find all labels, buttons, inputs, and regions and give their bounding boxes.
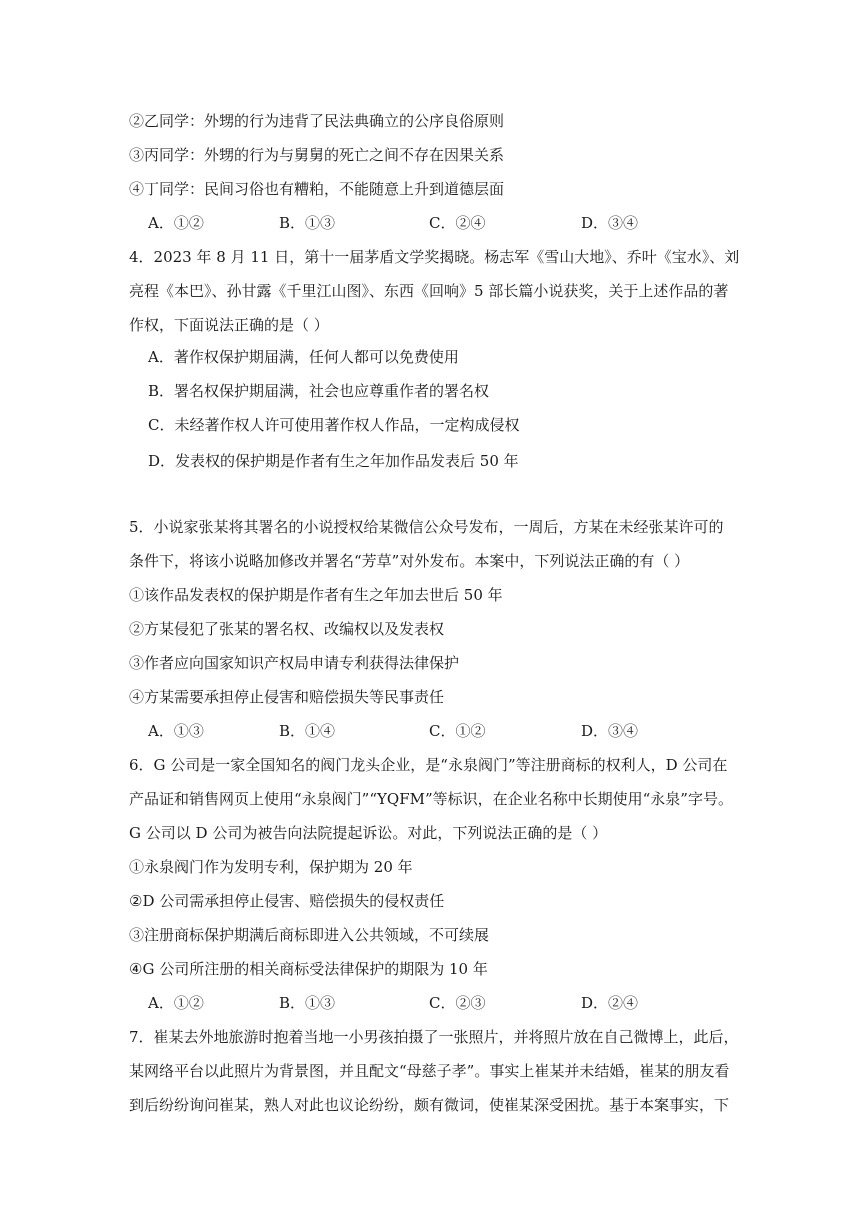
- q6-statement-1: ①永泉阀门作为发明专利，保护期为 20 年: [129, 858, 413, 876]
- option-d[interactable]: D．③④: [581, 214, 639, 232]
- option-a[interactable]: A．①③: [148, 722, 204, 740]
- q4-option-d[interactable]: D．发表权的保护期是作者有生之年加作品发表后 50 年: [148, 452, 519, 470]
- option-b[interactable]: B．①④: [279, 722, 336, 740]
- statement-3: ③丙同学：外甥的行为与舅舅的死亡之间不存在因果关系: [129, 146, 505, 164]
- q6-stem-line-3: G 公司以 D 公司为被告向法院提起诉讼。对此，下列说法正确的是（ ）: [129, 824, 608, 842]
- q5-statement-1: ①该作品发表权的保护期是作者有生之年加去世后 50 年: [129, 586, 503, 604]
- option-c[interactable]: C．①②: [429, 722, 486, 740]
- q6-stem-line-2: 产品证和销售网页上使用“永泉阀门”“YQFM”等标识，在企业名称中长期使用“永泉”字号。: [129, 790, 733, 808]
- q4-stem-line-2: 亮程《本巴》、孙甘露《千里江山图》、东西《回响》5 部长篇小说获奖，关于上述作品的著: [129, 282, 729, 300]
- q6-statement-3: ③注册商标保护期满后商标即进入公共领域，不可续展: [129, 926, 490, 944]
- statement-2: ②乙同学：外甥的行为违背了民法典确立的公序良俗原则: [129, 112, 505, 130]
- q4-stem-line-1: 4．2023 年 8 月 11 日，第十一届茅盾文学奖揭晓。杨志军《雪山大地》、乔叶《宝水》、刘: [129, 248, 740, 266]
- statement-4: ④丁同学：民间习俗也有糟粕，不能随意上升到道德层面: [129, 180, 505, 198]
- q7-stem-line-1: 7．崔某去外地旅游时抱着当地一小男孩拍摄了一张照片，并将照片放在自己微博上，此后，: [129, 1028, 739, 1046]
- q6-statement-4: ④G 公司所注册的相关商标受法律保护的期限为 10 年: [129, 960, 488, 978]
- option-b[interactable]: B．①③: [279, 214, 336, 232]
- q5-stem-line-1: 5．小说家张某将其署名的小说授权给某微信公众号发布，一周后，方某在未经张某许可的: [129, 518, 724, 536]
- q5-statement-4: ④方某需要承担停止侵害和赔偿损失等民事责任: [129, 688, 445, 706]
- q4-option-b[interactable]: B．署名权保护期届满，社会也应尊重作者的署名权: [148, 382, 490, 400]
- option-d[interactable]: D．③④: [581, 722, 639, 740]
- q6-statement-2: ②D 公司需承担停止侵害、赔偿损失的侵权责任: [129, 892, 445, 910]
- q5-stem-line-2: 条件下，将该小说略加修改并署名“芳草”对外发布。本案中，下列说法正确的有（ ）: [129, 552, 690, 570]
- q7-stem-line-3: 到后纷纷询问崔某，熟人对此也议论纷纷，颇有微词，使崔某深受困扰。基于本案事实，下: [129, 1096, 730, 1114]
- option-c[interactable]: C．②④: [429, 214, 486, 232]
- q5-statement-3: ③作者应向国家知识产权局申请专利获得法律保护: [129, 654, 460, 672]
- option-a[interactable]: A．①②: [148, 994, 204, 1012]
- q5-statement-2: ②方某侵犯了张某的署名权、改编权以及发表权: [129, 620, 445, 638]
- q6-stem-line-1: 6．G 公司是一家全国知名的阀门龙头企业，是“永泉阀门”等注册商标的权利人，D 公司在: [129, 756, 728, 774]
- option-c[interactable]: C．②③: [429, 994, 486, 1012]
- q7-stem-line-2: 某网络平台以此照片为背景图，并且配文“母慈子孝”。事实上崔某并未结婚，崔某的朋友看: [129, 1062, 730, 1080]
- option-b[interactable]: B．①③: [279, 994, 336, 1012]
- option-a[interactable]: A．①②: [148, 214, 204, 232]
- q4-option-a[interactable]: A．著作权保护期届满，任何人都可以免费使用: [148, 348, 459, 366]
- q4-stem-line-3: 作权，下面说法正确的是（ ）: [129, 316, 329, 334]
- option-d[interactable]: D．②④: [581, 994, 639, 1012]
- q4-option-c[interactable]: C．未经著作权人许可使用著作权人作品，一定构成侵权: [148, 416, 520, 434]
